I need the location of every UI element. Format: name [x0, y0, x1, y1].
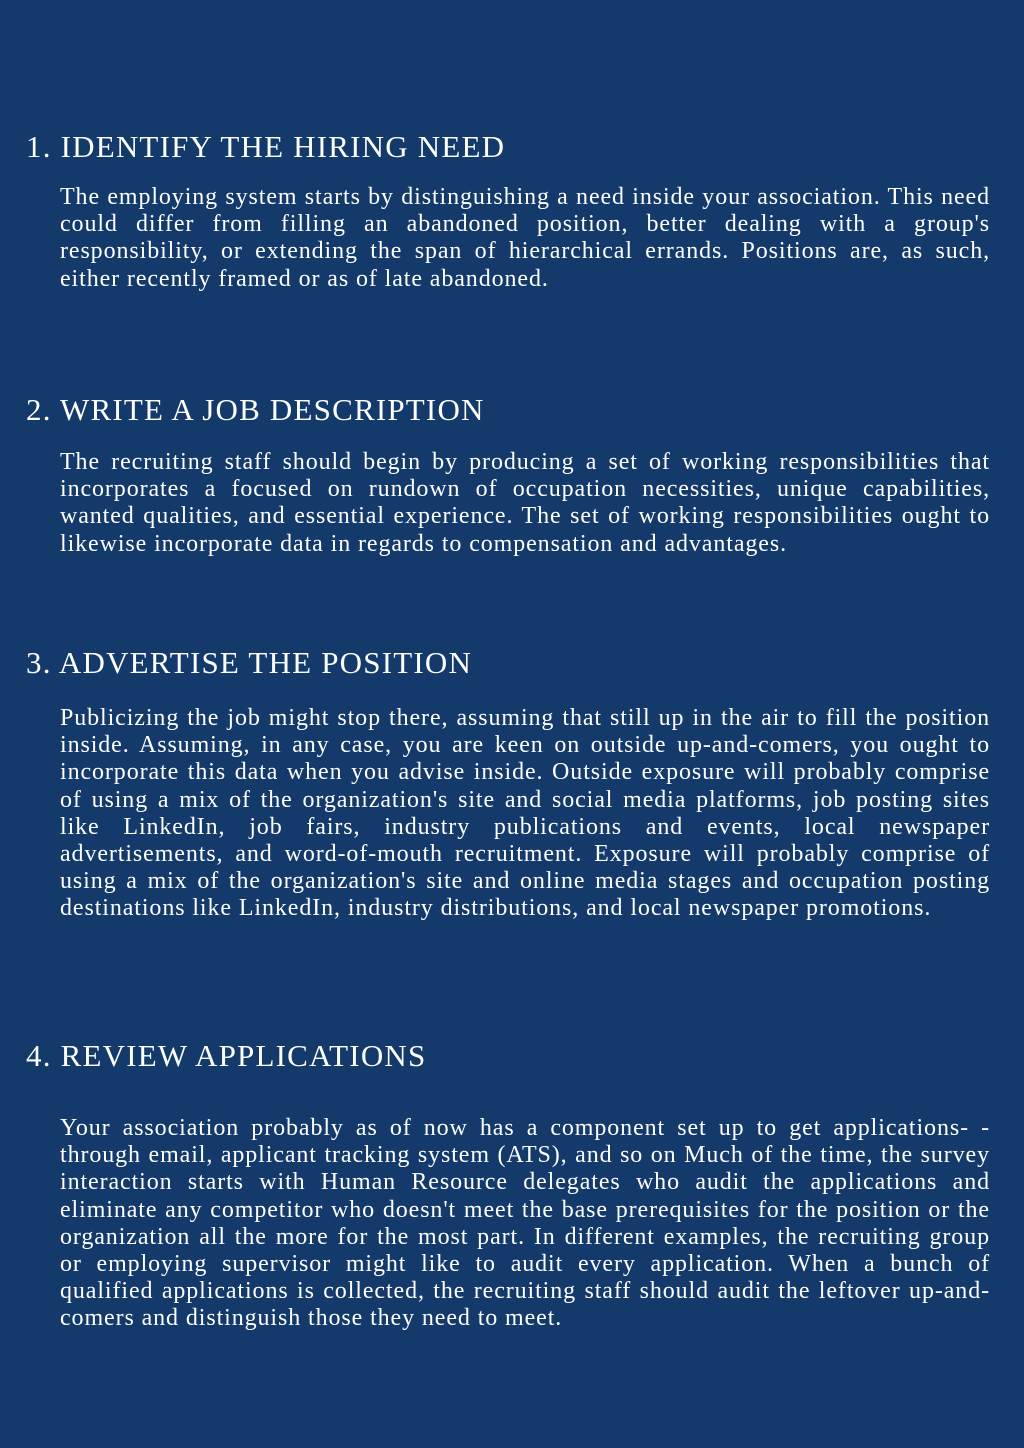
section-heading: 2. WRITE A JOB DESCRIPTION — [26, 392, 485, 427]
section-heading: 3. ADVERTISE THE POSITION — [26, 645, 473, 680]
section-body: The employing system starts by distinguishing a need inside your association. This need could differ from filling an abandoned position, better dealing with a group's responsibility, or extending the span of hierarchical errands. Positions are, as such, either recently framed or as of late abandoned. — [60, 184, 990, 292]
section-heading: 4. REVIEW APPLICATIONS — [26, 1038, 427, 1073]
section-review-applications — [26, 1039, 990, 1333]
section-advertise-position — [26, 646, 990, 923]
section-body: Publicizing the job might stop there, assuming that still up in the air to fill the position inside. Assuming, in any case, you are keen on outside up-and-comers, you ought to incorporate this data when you advise inside. Outside exposure will probably comprise of using a mix of the organization's site and social media platforms, job posting sites like LinkedIn, job fairs, industry publications and events, local newspaper advertisements, and word-of-mouth recruitment. Exposure will probably comprise of using a mix of the organization's site and online media stages and occupation posting destinations like LinkedIn, industry distributions, and local newspaper promotions. — [60, 705, 990, 922]
section-body: Your association probably as of now has a component set up to get applications- - through email, applicant tracking system (ATS), and so on Much of the time, the survey interaction starts with Human Resource delegates who audit the applications and eliminate any competitor who doesn't meet the base prerequisites for the position or the organization all the more for the most part. In different examples, the recruiting group or employing supervisor might like to audit every application. When a bunch of qualified applications is collected, the recruiting staff should audit the leftover up-and-comers and distinguish those they need to meet. — [60, 1115, 990, 1332]
section-heading: 1. IDENTIFY THE HIRING NEED — [26, 129, 506, 164]
section-write-job-description — [26, 393, 990, 558]
section-body: The recruiting staff should begin by producing a set of working responsibilities that incorporates a focused on rundown of occupation necessities, unique capabilities, wanted qualities, and essential experience. The set of working responsibilities ought to likewise incorporate data in regards to compensation and advantages. — [60, 449, 990, 557]
section-identify-hiring-need — [26, 130, 990, 293]
